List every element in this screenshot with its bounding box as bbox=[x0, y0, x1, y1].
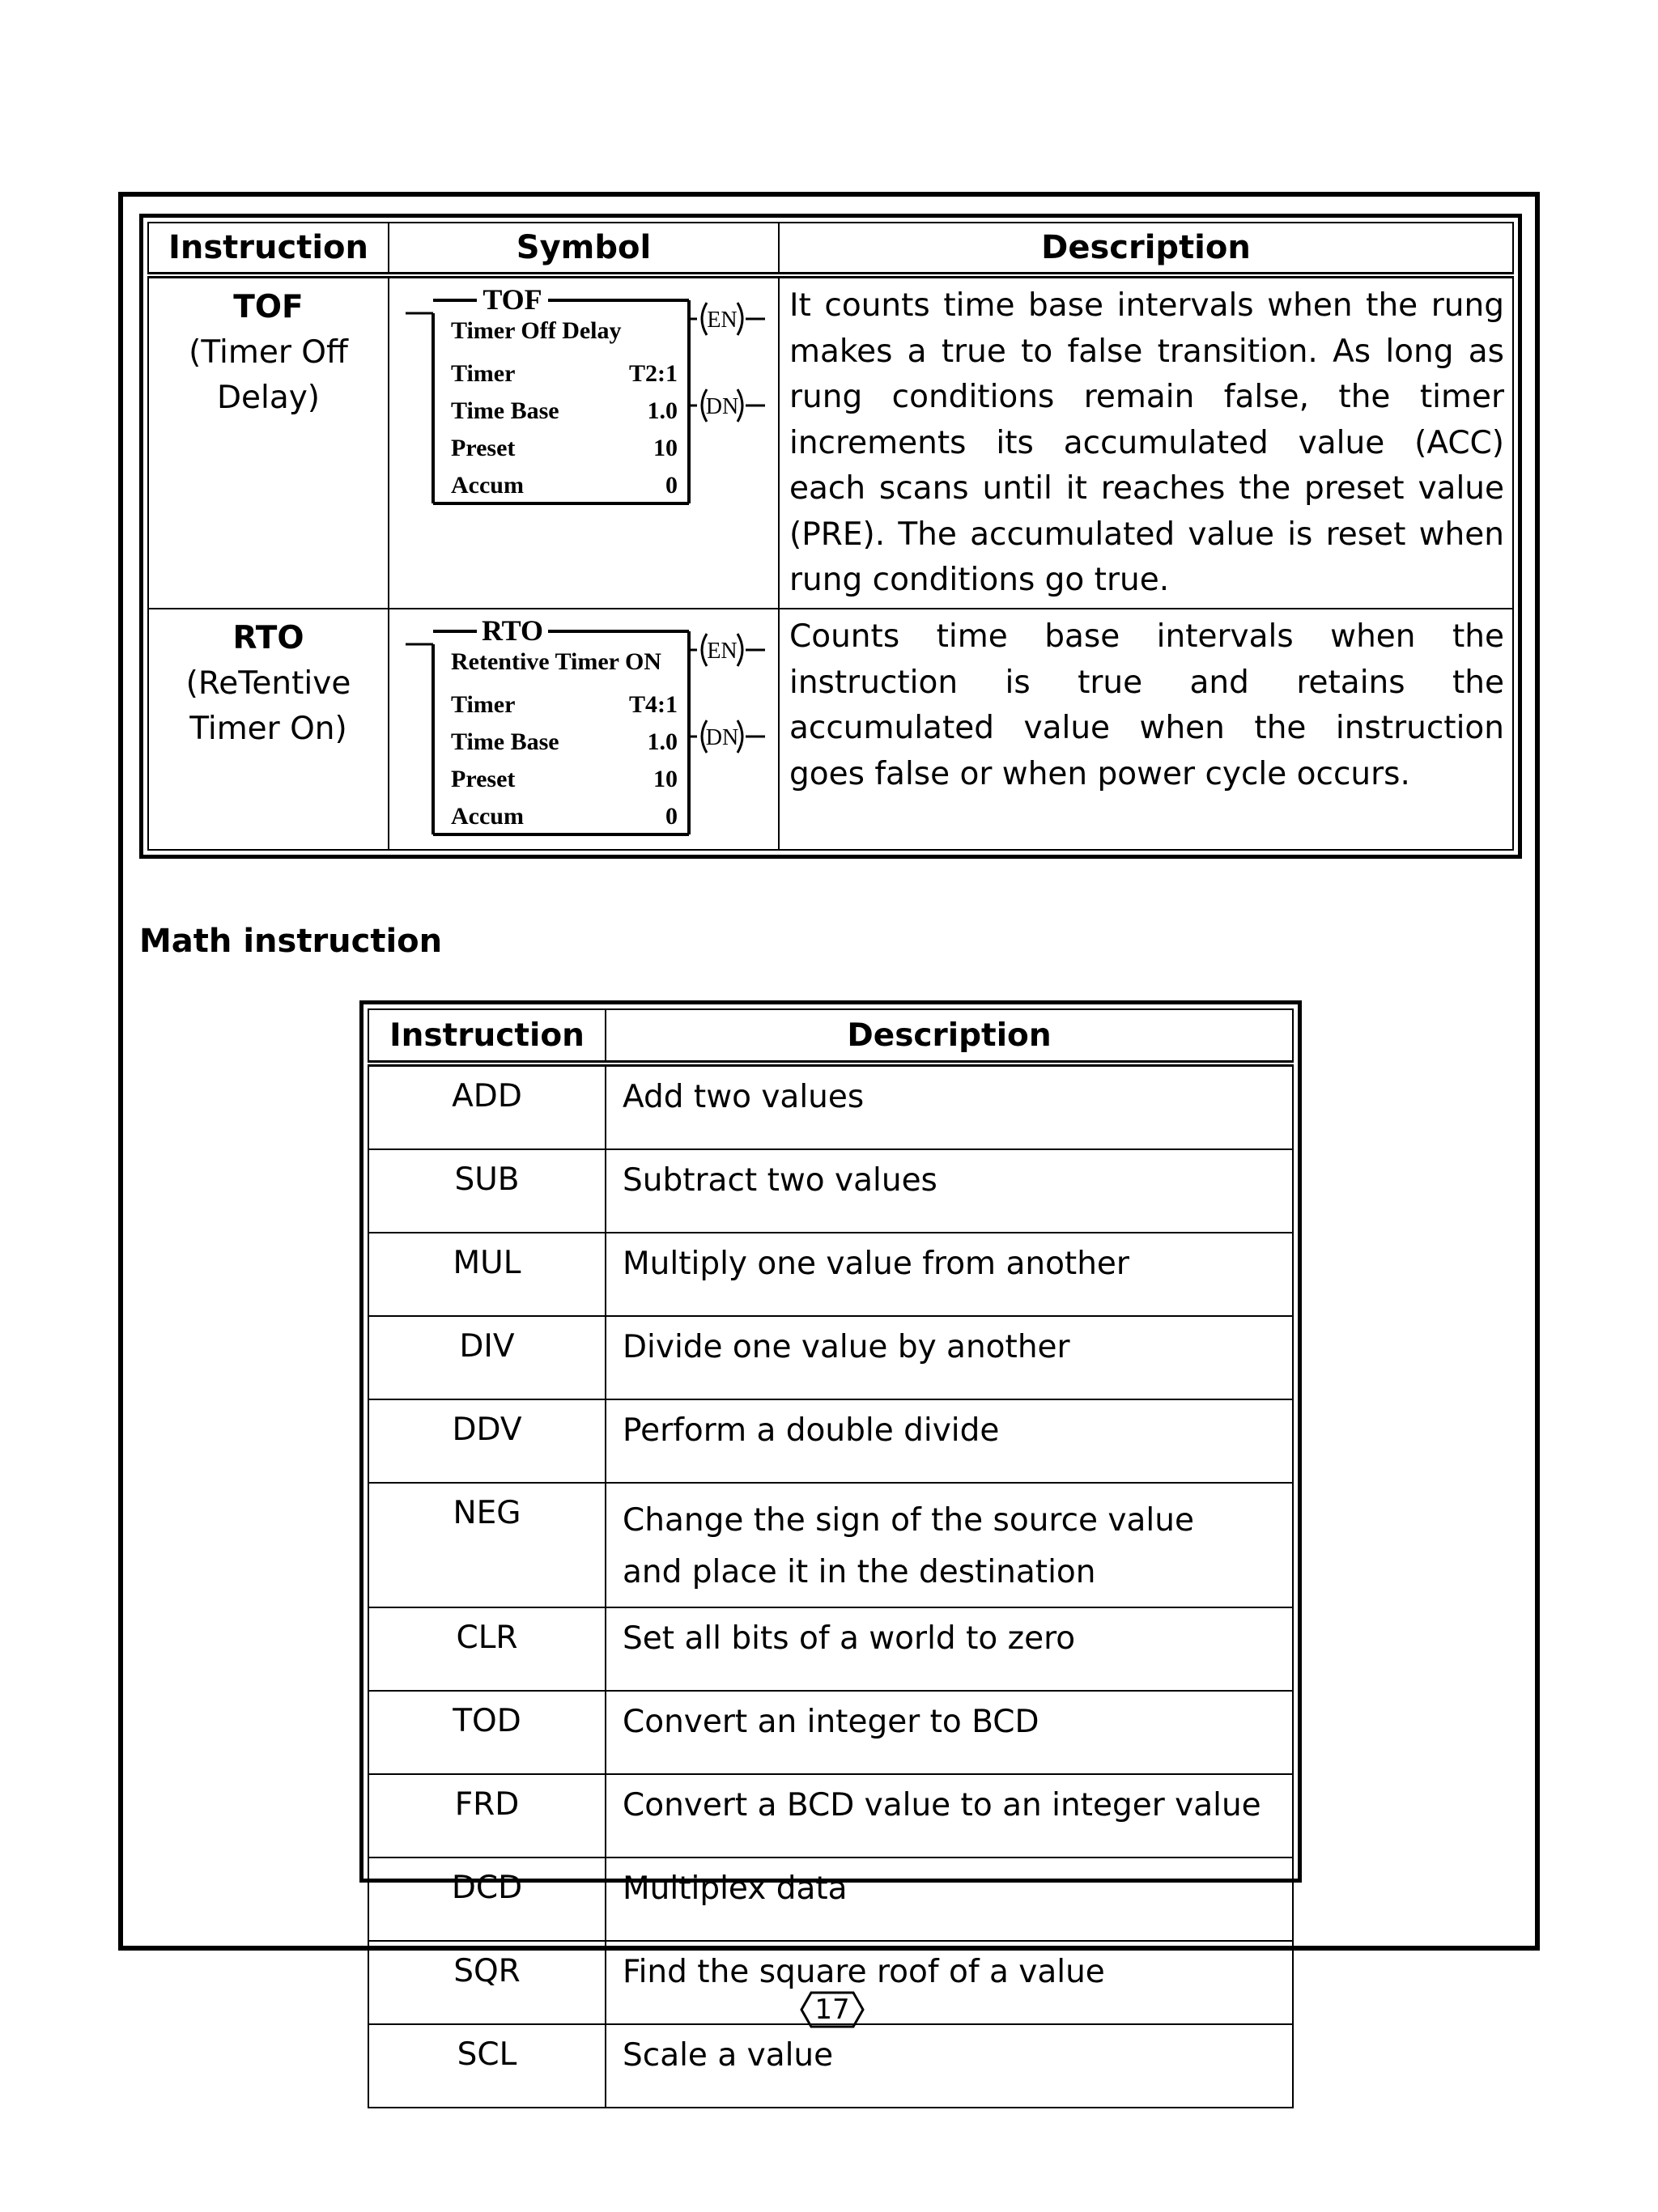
instruction-code: DIV bbox=[368, 1316, 606, 1399]
table-row bbox=[368, 1233, 1293, 1316]
field-value: 1.0 bbox=[647, 397, 678, 424]
instruction-description: Find the square roof of a value bbox=[606, 1941, 1293, 2024]
instruction-cell bbox=[148, 275, 389, 609]
rto-ladder-symbol bbox=[389, 609, 780, 844]
table-row bbox=[368, 1691, 1293, 1774]
instruction-code: SQR bbox=[368, 1941, 606, 2024]
field-label: Time Base bbox=[451, 397, 559, 424]
table-row-rto bbox=[148, 609, 1513, 850]
tof-ladder-symbol bbox=[389, 278, 780, 513]
instruction-name-line2: Timer On) bbox=[189, 711, 347, 747]
instruction-code: SCL bbox=[368, 2024, 606, 2108]
field-value: 0 bbox=[665, 472, 678, 499]
instruction-description: Convert an integer to BCD bbox=[606, 1691, 1293, 1774]
instruction-code: TOD bbox=[368, 1691, 606, 1774]
instruction-name-line1: (Timer Off bbox=[189, 334, 348, 371]
table-row-tof bbox=[148, 275, 1513, 609]
timer-instruction-table bbox=[139, 214, 1522, 859]
instruction-code: SUB bbox=[368, 1149, 606, 1233]
table-row bbox=[368, 1483, 1293, 1607]
instruction-code: FRD bbox=[368, 1774, 606, 1857]
symbol-cell bbox=[389, 275, 779, 609]
table-row bbox=[368, 1064, 1293, 1149]
header-symbol: Symbol bbox=[389, 223, 779, 275]
math-table-grid bbox=[368, 1008, 1294, 2108]
table-row bbox=[368, 1316, 1293, 1399]
dn-coil-label: DN bbox=[705, 394, 739, 419]
instruction-description: Multiplex data bbox=[606, 1857, 1293, 1941]
instruction-description: Multiply one value from another bbox=[606, 1233, 1293, 1316]
field-label: Preset bbox=[451, 435, 516, 461]
symbol-subtitle: Timer Off Delay bbox=[451, 317, 622, 344]
field-value: 1.0 bbox=[647, 728, 678, 755]
field-label: Preset bbox=[451, 766, 516, 792]
description-cell: Counts time base intervals when the instruction is true and retains the accumulated value when the instruction goes false or when power cycle occurs. bbox=[779, 609, 1513, 850]
symbol-subtitle: Retentive Timer ON bbox=[451, 648, 661, 675]
instruction-description: Convert a BCD value to an integer value bbox=[606, 1774, 1293, 1857]
table-row bbox=[368, 1774, 1293, 1857]
table-row bbox=[368, 1149, 1293, 1233]
timer-table-grid bbox=[147, 222, 1514, 851]
header-instruction: Instruction bbox=[368, 1009, 606, 1064]
instruction-description: Change the sign of the source value and place it in the destination bbox=[606, 1483, 1293, 1607]
header-instruction: Instruction bbox=[148, 223, 389, 275]
instruction-description: Divide one value by another bbox=[606, 1316, 1293, 1399]
instruction-code: MUL bbox=[368, 1233, 606, 1316]
instruction-code: DDV bbox=[368, 1399, 606, 1483]
page-number-text: 17 bbox=[814, 1993, 850, 2026]
instruction-description: Scale a value bbox=[606, 2024, 1293, 2108]
description-cell: It counts time base intervals when the rung makes a true to false transition. As long as rung conditions remain false, the timer increments its accumulated value (ACC) each scans until it reaches the preset value (PRE). The accumulated value is reset when rung conditions go true. bbox=[779, 275, 1513, 609]
symbol-cell bbox=[389, 609, 779, 850]
field-value: T4:1 bbox=[629, 691, 678, 718]
dn-coil-label: DN bbox=[705, 725, 739, 750]
field-label: Time Base bbox=[451, 728, 559, 755]
instruction-description: Perform a double divide bbox=[606, 1399, 1293, 1483]
math-section-heading: Math instruction bbox=[139, 923, 443, 960]
en-coil-label: EN bbox=[707, 639, 738, 664]
instruction-code: DCD bbox=[368, 1857, 606, 1941]
timer-table-header-row bbox=[148, 223, 1513, 275]
math-table-header-row bbox=[368, 1009, 1293, 1064]
instruction-cell bbox=[148, 609, 389, 850]
table-row bbox=[368, 2024, 1293, 2108]
instruction-code: TOF bbox=[233, 289, 304, 325]
instruction-code: ADD bbox=[368, 1064, 606, 1149]
instruction-code: NEG bbox=[368, 1483, 606, 1607]
instruction-description: Subtract two values bbox=[606, 1149, 1293, 1233]
page-number bbox=[800, 1991, 865, 2028]
table-row bbox=[368, 1607, 1293, 1691]
instruction-description: Set all bits of a world to zero bbox=[606, 1607, 1293, 1691]
en-coil-label: EN bbox=[707, 308, 738, 333]
field-value: 0 bbox=[665, 803, 678, 830]
field-value: 10 bbox=[653, 766, 678, 792]
instruction-code: RTO bbox=[232, 620, 304, 656]
symbol-title: TOF bbox=[483, 283, 542, 316]
field-label: Accum bbox=[451, 472, 524, 499]
symbol-title: RTO bbox=[481, 614, 544, 647]
field-value: 10 bbox=[653, 435, 678, 461]
field-label: Timer bbox=[451, 360, 516, 387]
header-description: Description bbox=[606, 1009, 1293, 1064]
field-value: T2:1 bbox=[629, 360, 678, 387]
header-description: Description bbox=[779, 223, 1513, 275]
instruction-name-line1: (ReTentive bbox=[185, 665, 351, 702]
instruction-code: CLR bbox=[368, 1607, 606, 1691]
field-label: Timer bbox=[451, 691, 516, 718]
table-row bbox=[368, 1399, 1293, 1483]
instruction-description: Add two values bbox=[606, 1064, 1293, 1149]
table-row bbox=[368, 1857, 1293, 1941]
instruction-name-line2: Delay) bbox=[216, 380, 321, 416]
field-label: Accum bbox=[451, 803, 524, 830]
